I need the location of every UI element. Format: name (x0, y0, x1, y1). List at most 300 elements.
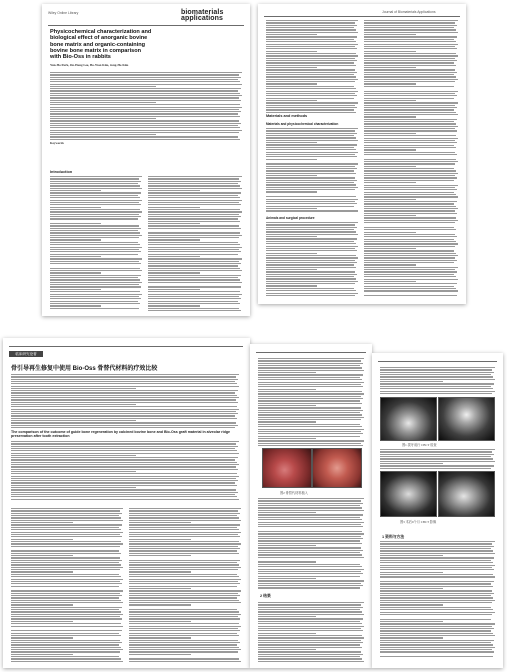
text-line (50, 111, 241, 112)
text-line (129, 642, 240, 643)
text-line (148, 277, 238, 278)
text-line (129, 541, 239, 542)
text-line (364, 91, 458, 92)
text-line (50, 303, 140, 304)
text-line (266, 159, 317, 160)
text-line (364, 187, 455, 188)
text-line (266, 262, 357, 263)
text-line (11, 654, 73, 655)
text-line (266, 260, 355, 261)
text-line (148, 195, 238, 196)
text-line (11, 381, 235, 382)
text-line (380, 644, 493, 645)
text-line (364, 269, 455, 270)
text-line (364, 95, 457, 96)
text-line (266, 271, 355, 272)
text-line (50, 72, 242, 73)
text-line (266, 36, 357, 37)
text-line (364, 25, 457, 26)
text-line (11, 644, 119, 645)
text-line (266, 246, 358, 247)
text-line (11, 571, 73, 572)
text-line (364, 248, 416, 249)
text-line (380, 649, 492, 650)
text-line (364, 142, 457, 143)
text-line (129, 508, 241, 509)
text-line (266, 39, 354, 40)
text-line (364, 283, 457, 284)
text-line (148, 209, 240, 210)
text-line (364, 260, 457, 261)
text-line (258, 438, 316, 439)
text-line (364, 74, 454, 75)
text-line (380, 465, 494, 466)
text-line (50, 261, 139, 262)
text-line (364, 170, 456, 171)
text-line (258, 414, 362, 415)
text-line (266, 76, 356, 77)
text-line (11, 420, 136, 421)
text-line (266, 105, 355, 106)
text-line (266, 241, 354, 242)
text-line (266, 140, 358, 141)
text-line (50, 270, 142, 271)
text-line (380, 633, 493, 634)
text-line (258, 443, 361, 444)
text-line (258, 640, 361, 641)
text-line (258, 514, 363, 515)
text-line (258, 440, 364, 441)
text-line (364, 105, 455, 106)
text-line (129, 588, 191, 589)
text-line (364, 222, 455, 223)
text-line (129, 611, 239, 612)
text-line (266, 163, 358, 164)
text-line (364, 116, 416, 117)
text-line (50, 291, 140, 292)
text-line (258, 569, 364, 570)
text-line (258, 654, 363, 655)
text-line (11, 532, 123, 533)
text-line (258, 658, 362, 659)
text-line (148, 249, 239, 250)
text-line (129, 581, 238, 582)
text-line (266, 281, 358, 282)
text-line (266, 180, 357, 181)
text-line (11, 562, 119, 563)
text-line (258, 426, 362, 427)
text-line (11, 579, 123, 580)
text-line (11, 476, 239, 477)
text-line (266, 74, 354, 75)
text-line (364, 107, 457, 108)
text-line (380, 463, 443, 464)
text-line (11, 543, 123, 544)
text-line (129, 626, 241, 627)
text-line (129, 597, 237, 598)
text-line (266, 189, 355, 190)
animals-heading: Animals and surgical procedure (266, 216, 315, 220)
text-line (364, 286, 454, 287)
text-line (50, 275, 141, 276)
text-line (266, 53, 356, 54)
text-line (266, 44, 358, 45)
text-line (258, 545, 316, 546)
text-line (11, 637, 73, 638)
text-line (11, 492, 238, 493)
text-line (364, 81, 455, 82)
text-line (50, 277, 138, 278)
text-line (266, 236, 317, 237)
text-line (266, 62, 354, 63)
text-line (11, 413, 238, 414)
text-line (11, 386, 239, 387)
text-line (11, 564, 121, 565)
text-line (364, 41, 456, 42)
text-line (258, 505, 360, 506)
text-line (129, 532, 241, 533)
text-line (364, 79, 458, 80)
text-line (50, 192, 141, 193)
text-line (129, 651, 238, 652)
text-line (364, 20, 458, 21)
text-line (129, 658, 239, 659)
text-line (364, 229, 456, 230)
text-line (364, 271, 457, 272)
text-line (129, 628, 238, 629)
text-line (380, 550, 493, 551)
text-line (266, 250, 357, 251)
text-line (258, 573, 363, 574)
text-line (50, 77, 241, 78)
text-line (258, 519, 362, 520)
text-line (50, 209, 140, 210)
text-line (129, 529, 239, 530)
text-line (258, 561, 316, 562)
text-line (258, 512, 316, 513)
abstract-en-title: The comparison of the outcome of guide bone regeneration by calcined bovine bone and Bio-Oss graft material in alveolar ridge preservation after tooth extraction (11, 430, 231, 439)
text-line (380, 454, 494, 455)
text-line (266, 229, 354, 230)
text-line (258, 500, 361, 501)
text-line (266, 201, 355, 202)
text-line (364, 119, 457, 120)
text-line (380, 391, 495, 392)
text-line (266, 295, 355, 296)
text-line (266, 144, 357, 145)
text-line (148, 207, 200, 208)
text-line (50, 84, 242, 85)
text-line (266, 274, 357, 275)
text-line (266, 60, 357, 61)
text-line (364, 98, 454, 99)
text-line (266, 20, 358, 21)
text-line (50, 216, 141, 217)
text-line (266, 22, 355, 23)
text-line (258, 507, 362, 508)
text-line (364, 62, 454, 63)
text-line (50, 242, 138, 243)
text-line (364, 152, 455, 153)
text-line (50, 256, 101, 257)
text-line (258, 576, 360, 577)
text-line (380, 388, 493, 389)
text-line (258, 630, 363, 631)
text-line (129, 590, 241, 591)
text-line (11, 586, 119, 587)
text-line (380, 553, 495, 554)
text-line (258, 626, 364, 627)
text-line (258, 429, 364, 430)
text-line (11, 471, 136, 472)
text-line (129, 560, 240, 561)
text-line (148, 225, 239, 226)
text-line (11, 661, 123, 662)
text-line (258, 540, 360, 541)
text-line (11, 560, 122, 561)
text-line (266, 58, 355, 59)
text-line (258, 585, 363, 586)
text-line (266, 130, 355, 131)
right-journal-header: Journal of Biomaterials Applications (382, 10, 436, 14)
text-line (364, 128, 455, 129)
text-line (364, 177, 457, 178)
text-line (148, 218, 238, 219)
text-line (11, 450, 237, 451)
text-line (50, 88, 241, 89)
text-line (364, 102, 458, 103)
text-line (364, 58, 455, 59)
text-line (364, 180, 454, 181)
text-line (364, 250, 454, 251)
text-line (364, 201, 457, 202)
text-line (266, 253, 317, 254)
text-line (50, 93, 240, 94)
text-line (148, 296, 239, 297)
text-line (258, 405, 316, 406)
text-line (258, 651, 361, 652)
figure-caption-1: 图1 拔牙前行 CBCT 检查 (402, 443, 437, 447)
text-line (148, 183, 238, 184)
text-line (266, 93, 355, 94)
text-line (11, 508, 123, 509)
text-line (129, 574, 237, 575)
text-line (258, 433, 363, 434)
text-line (266, 51, 317, 52)
text-line (364, 112, 456, 113)
text-line (11, 614, 123, 615)
text-line (364, 189, 457, 190)
text-line (364, 135, 456, 136)
text-line (50, 294, 142, 295)
text-line (11, 520, 123, 521)
text-line (148, 214, 239, 215)
text-line (258, 623, 362, 624)
text-line (380, 642, 491, 643)
text-line (364, 65, 456, 66)
text-line (364, 276, 456, 277)
text-line (364, 220, 458, 221)
text-line (380, 383, 494, 384)
text-line (364, 173, 458, 174)
text-line (266, 83, 317, 84)
text-line (266, 227, 357, 228)
text-line (129, 517, 239, 518)
text-line (258, 637, 364, 638)
text-line (380, 569, 494, 570)
text-line (11, 487, 136, 488)
text-line (266, 109, 354, 110)
text-line (364, 210, 455, 211)
text-line (380, 621, 443, 622)
text-line (364, 295, 457, 296)
text-line (50, 249, 139, 250)
text-line (258, 393, 364, 394)
text-line (364, 83, 416, 84)
text-line (129, 583, 240, 584)
text-line (258, 656, 360, 657)
text-line (364, 34, 416, 35)
text-line (364, 39, 454, 40)
text-line (129, 550, 237, 551)
text-line (129, 536, 240, 537)
text-line (129, 567, 241, 568)
text-line (11, 576, 121, 577)
text-line (380, 602, 492, 603)
text-line (266, 170, 354, 171)
text-line (50, 263, 141, 264)
text-line (364, 138, 458, 139)
text-line (380, 612, 495, 613)
section-banner: 临床研究论著 (9, 351, 43, 357)
text-line (258, 533, 364, 534)
text-line (11, 590, 123, 591)
text-line (380, 548, 491, 549)
text-line (50, 134, 156, 135)
text-line (258, 377, 360, 378)
text-line (148, 301, 238, 302)
text-line (129, 576, 239, 577)
text-line (129, 562, 237, 563)
text-line (380, 635, 495, 636)
text-line (266, 278, 356, 279)
text-line (11, 462, 237, 463)
text-line (266, 29, 356, 30)
text-line (11, 441, 239, 442)
text-line (364, 215, 416, 216)
bottom-right-page (372, 353, 503, 668)
text-line (380, 623, 495, 624)
text-line (258, 379, 362, 380)
text-line (364, 257, 455, 258)
text-line (380, 574, 493, 575)
text-line (11, 480, 238, 481)
text-line (50, 214, 139, 215)
text-line (258, 642, 363, 643)
text-line (266, 137, 356, 138)
text-line (11, 402, 238, 403)
journal-header: Wiley Online Library (48, 11, 79, 15)
text-line (258, 536, 361, 537)
text-line (148, 256, 200, 257)
text-line (258, 547, 361, 548)
text-line (266, 210, 358, 211)
text-line (50, 74, 239, 75)
text-line (11, 390, 238, 391)
text-line (50, 282, 142, 283)
text-line (50, 109, 239, 110)
text-line (129, 586, 237, 587)
text-line (50, 204, 141, 205)
text-line (380, 386, 491, 387)
text-line (380, 374, 491, 375)
text-line (148, 232, 240, 233)
text-line (129, 522, 191, 523)
text-line (50, 200, 142, 201)
text-line (258, 372, 316, 373)
text-line (148, 221, 240, 222)
text-line (11, 597, 119, 598)
text-line (129, 616, 238, 617)
text-line (50, 178, 139, 179)
text-line (364, 206, 456, 207)
text-line (129, 520, 241, 521)
text-line (11, 464, 239, 465)
cbct-image-3 (380, 471, 437, 517)
text-line (266, 248, 355, 249)
text-line (364, 227, 454, 228)
text-line (258, 578, 316, 579)
text-line (11, 623, 121, 624)
text-line (266, 206, 354, 207)
text-line (11, 527, 119, 528)
text-line (258, 503, 363, 504)
text-line (11, 626, 123, 627)
physico-heading: Materials and physicochemical characterization (266, 122, 339, 126)
text-line (364, 182, 416, 183)
text-line (129, 640, 238, 641)
text-line (11, 499, 239, 500)
text-line (364, 262, 454, 263)
text-line (11, 658, 121, 659)
text-line (364, 236, 457, 237)
text-line (11, 485, 237, 486)
text-line (258, 436, 360, 437)
text-line (148, 242, 238, 243)
text-line (11, 611, 121, 612)
text-line (258, 571, 361, 572)
text-line (266, 199, 358, 200)
text-line (148, 178, 239, 179)
text-line (364, 279, 458, 280)
text-line (258, 628, 361, 629)
text-line (380, 372, 494, 373)
text-line (50, 127, 240, 128)
top-right-page (258, 4, 466, 304)
text-line (364, 93, 455, 94)
text-line (380, 604, 443, 605)
text-line (364, 53, 456, 54)
text-line (129, 543, 241, 544)
text-line (11, 473, 237, 474)
text-line (11, 453, 239, 454)
text-line (258, 431, 361, 432)
text-line (364, 100, 416, 101)
text-line (11, 656, 119, 657)
text-line (364, 267, 458, 268)
text-line (364, 109, 454, 110)
text-line (50, 225, 139, 226)
